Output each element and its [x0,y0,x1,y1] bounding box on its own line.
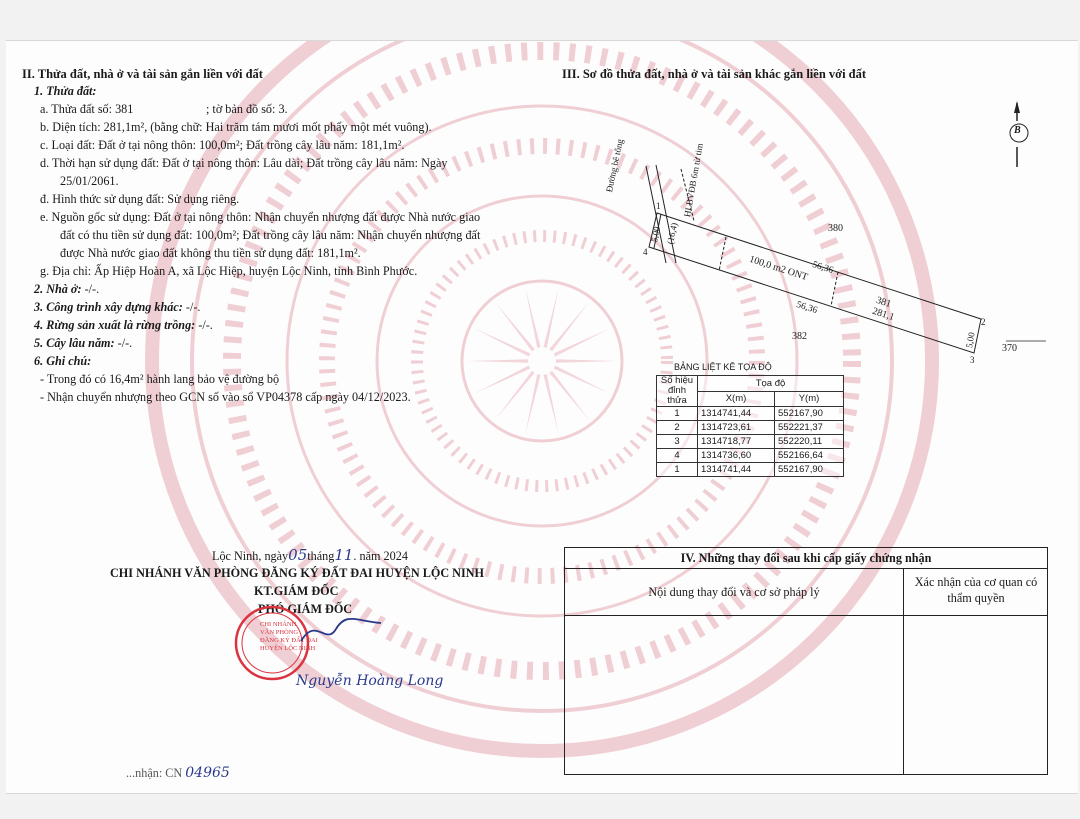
coord-vertex: 1 [657,407,698,421]
address-line: g. Địa chỉ: Ấp Hiệp Hoàn A, xã Lộc Hiệp, huyện Lộc Ninh, tỉnh Bình Phước. [40,264,418,278]
stamp-line-1: CHI NHÁNH [260,621,297,628]
width-left: 5,00 [649,225,663,244]
coord-x: 1314741,44 [698,407,775,421]
origin-line-3: được Nhà nước giao đất không thu tiền sử dụng đất: 181,1m². [60,246,361,260]
section-ii-heading: II. Thửa đất, nhà ở và tài sản gắn liền với đất [22,67,263,81]
changes-column-header: Nội dung thay đổi và cơ sở pháp lý [648,585,820,599]
coord-x: 1314718,77 [698,435,775,449]
date-year: năm 2024 [359,549,408,563]
signer-name: Nguyễn Hoàng Long [296,673,444,689]
coord-x: 1314736,60 [698,449,775,463]
coord-row [657,407,844,421]
coord-y: 552221,37 [775,421,844,435]
neighbor-380: 380 [828,223,843,234]
coord-row [657,435,844,449]
other-construction-value: -/-. [185,300,201,314]
length-bottom: 56,36 [794,299,819,317]
vertex-2: 2 [981,317,986,327]
coord-y: 552220,11 [775,435,844,449]
coord-vertex: 4 [657,449,698,463]
section-iv-heading: IV. Những thay đổi sau khi cấp giấy chứng nhận [565,548,1047,569]
coordinate-table [656,375,844,477]
date-month-word: tháng [307,549,335,563]
origin-line-2: đất có thu tiền sử dụng đất: 100,0m²; Đất trồng cây lâu năm: Nhận chuyển nhượng đất [60,228,481,242]
coord-y: 552167,90 [775,463,844,477]
stamp-line-3: ĐĂNG KÝ ĐẤT ĐAI [260,637,318,644]
coord-vertex: 2 [657,421,698,435]
vertex-3: 3 [970,355,975,365]
coord-vertex: 1 [657,463,698,477]
coord-header-x: X(m) [698,391,775,407]
map-sheet-number: ; tờ bản đồ số: 3. [206,102,288,116]
corridor-area: (16,4) [665,221,680,246]
term-line-2: 25/01/2061. [60,174,119,188]
coord-y: 552166,64 [775,449,844,463]
perennial-label: 5. Cây lâu năm: [34,336,115,350]
origin-line-1: e. Nguồn gốc sử dụng: Đất ở tại nông thôn: Nhận chuyển nhượng đất được Nhà nước giao [40,210,481,224]
issuing-org: CHI NHÁNH VĂN PHÒNG ĐĂNG KÝ ĐẤT ĐAI HUYỆN LỘC NINH [110,566,484,580]
coord-header-vertex-2: đỉnh thửa [667,385,687,406]
date-prefix: Lộc Ninh, ngày [212,549,289,563]
confirmation-column-header: Xác nhận của cơ quan có thẩm quyền [914,575,1038,605]
parcel-number: a. Thửa đất số: 381 [40,102,134,116]
note-corridor: - Trong đó có 16,4m² hành lang bảo vệ đường bộ [40,372,280,386]
coord-header-group: Tọa độ [698,376,844,392]
stamp-line-2: VĂN PHÒNG [260,629,299,636]
coord-row [657,449,844,463]
vertex-4: 4 [643,247,648,257]
perennial-value: -/-. [117,336,133,350]
certificate-page: II. Thửa đất, nhà ở và tài sản gắn liền với đất 1. Thửa đất: a. Thửa đất số: 381 ; tờ bản đồ số: 3. b. Diện tích: 281,1m², (bằng chữ: Hai trăm tám mươi mốt phẩy một mét vuông). c. Loại đất: Đất ở tại nông thôn: 100,0m²; Đất trồng cây lâu năm: 181,1m². d. Thời hạn sử dụng đất: Đất ở tại nông thôn: Lâu dài; Đất trồng cây lâu năm: Ngày 25/01/2061. đ. Hình thức sử dụng đất: Sử dụng riêng. e. Nguồn gốc sử dụng: Đất ở tại nông thôn: Nhận chuyển nhượng đất được Nhà nước giao đất có thu tiền sử dụng đất: 100,0m²; Đất trồng cây lâu năm: Nhận chuyển nhượng đất được Nhà nước giao đất không thu tiền sử dụng đất: 181,1m². g. Địa chỉ: Ấp Hiệp Hoàn A, xã Lộc Hiệp, huyện Lộc Ninh, tỉnh Bình Phước. 2. Nhà ở: -/-. 3. Công trình xây dựng khác: -/-. 4. Rừng sản xuất là rừng trồng: -/-. 5. Cây lâu năm: -/-. 6. Ghi chú: - Trong đó có 16,4m² hành lang bảo vệ đường bộ - Nhận chuyển nhượng theo GCN số vào sổ VP04378 cấp ngày 04/12/2023. III. Sơ đồ thửa đất, nhà ở và tài sản khác gắn liền với đất Đường bê tông HLBVĐB 6m từ tim 5,00 (16,4) 5,00 56,36 56,36 100,0 m2 ONT 381 281,1 380 382 370 1 2 3 4 B BẢNG LIỆT KÊ TỌA ĐỘ Số hiệu đỉnh thửa Tọa độ X(m) Y(m) 1 1314741,44 552167,90 2 1314723,61 552221,37 3 1314718,77 552220,11 4 1314736,60 552166,64 1 1314741,44 552167,90 Lộc Ninh, ngày05tháng11. năm 2024 CHI NHÁNH VĂN PHÒNG ĐĂNG KÝ ĐẤT ĐAI HUYỆN LỘC NINH KT.GIÁM ĐỐC PHÓ GIÁM ĐỐC CHI NHÁNH VĂN PHÒNG ĐĂNG KÝ ĐẤT ĐAI HUYỆN LỘC NINH Nguyễn Hoàng Long ...nhận: CN 04965 IV. Những thay đổi sau khi cấp giấy chứng nhận Nội dung thay đổi và cơ sở pháp lý Xác nhận của cơ quan có thẩm quyền [6,40,1078,794]
area-line: b. Diện tích: 281,1m², (bằng chữ: Hai trăm tám mươi mốt phẩy một mét vuông). [40,120,432,134]
coord-x: 1314741,44 [698,463,775,477]
coord-vertex: 3 [657,435,698,449]
parcel-area-label: 281,1 [870,305,896,324]
parcel-no-label: 381 [874,294,893,311]
neighbor-370: 370 [1002,343,1017,354]
house-label: 2. Nhà ở: [34,282,82,296]
coord-row [657,421,844,435]
registry-label: ...nhận: CN [126,766,183,780]
deputy-director: PHÓ GIÁM ĐỐC [258,602,353,616]
width-right: 5,00 [964,331,977,349]
forest-label: 4. Rừng sản xuất là rừng trồng: [34,318,196,332]
north-icon: B [1014,125,1021,136]
ont-area-label: 100,0 m2 ONT [747,253,810,284]
house-value: -/-. [84,282,100,296]
term-line-1: d. Thời hạn sử dụng đất: Đất ở tại nông thôn: Lâu dài; Đất trồng cây lâu năm: Ngày [40,156,448,170]
corridor-label: HLBVĐB 6m từ tim [682,142,705,218]
neighbor-382: 382 [792,331,807,342]
forest-value: -/-. [198,318,213,332]
kt-director: KT.GIÁM ĐỐC [254,584,339,598]
coord-y: 552167,90 [775,407,844,421]
stamp-text [260,621,318,653]
notes-label: 6. Ghi chú: [34,354,92,368]
vertex-1: 1 [656,201,661,211]
date-month: 11 [334,546,354,564]
section-iii-heading: III. Sơ đồ thửa đất, nhà ở và tài sản khác gắn liền với đất [562,67,867,81]
section-iv-table [564,547,1048,775]
date-day: 05 [288,546,308,564]
thua-dat-title: 1. Thửa đất: [34,84,97,98]
usage-form-line: đ. Hình thức sử dụng đất: Sử dụng riêng. [40,192,240,206]
handwritten-signature [296,611,386,651]
other-construction-label: 3. Công trình xây dựng khác: [34,300,183,314]
stamp-line-4: HUYỆN LỘC NINH [260,645,316,652]
road-label: Đường bê tông [604,138,626,194]
registry-number: 04965 [185,765,230,781]
length-top: 56,36 [810,259,835,277]
coord-header-y: Y(m) [775,391,844,407]
coord-table-title: BẢNG LIỆT KÊ TỌA ĐỘ [674,362,772,372]
note-transfer: - Nhận chuyển nhượng theo GCN số vào sổ VP04378 cấp ngày 04/12/2023. [40,390,411,404]
coord-x: 1314723,61 [698,421,775,435]
coord-header-vertex-1: Số hiệu [660,375,694,386]
land-type-line: c. Loại đất: Đất ở tại nông thôn: 100,0m²; Đất trồng cây lâu năm: 181,1m². [40,138,405,152]
coord-row [657,463,844,477]
